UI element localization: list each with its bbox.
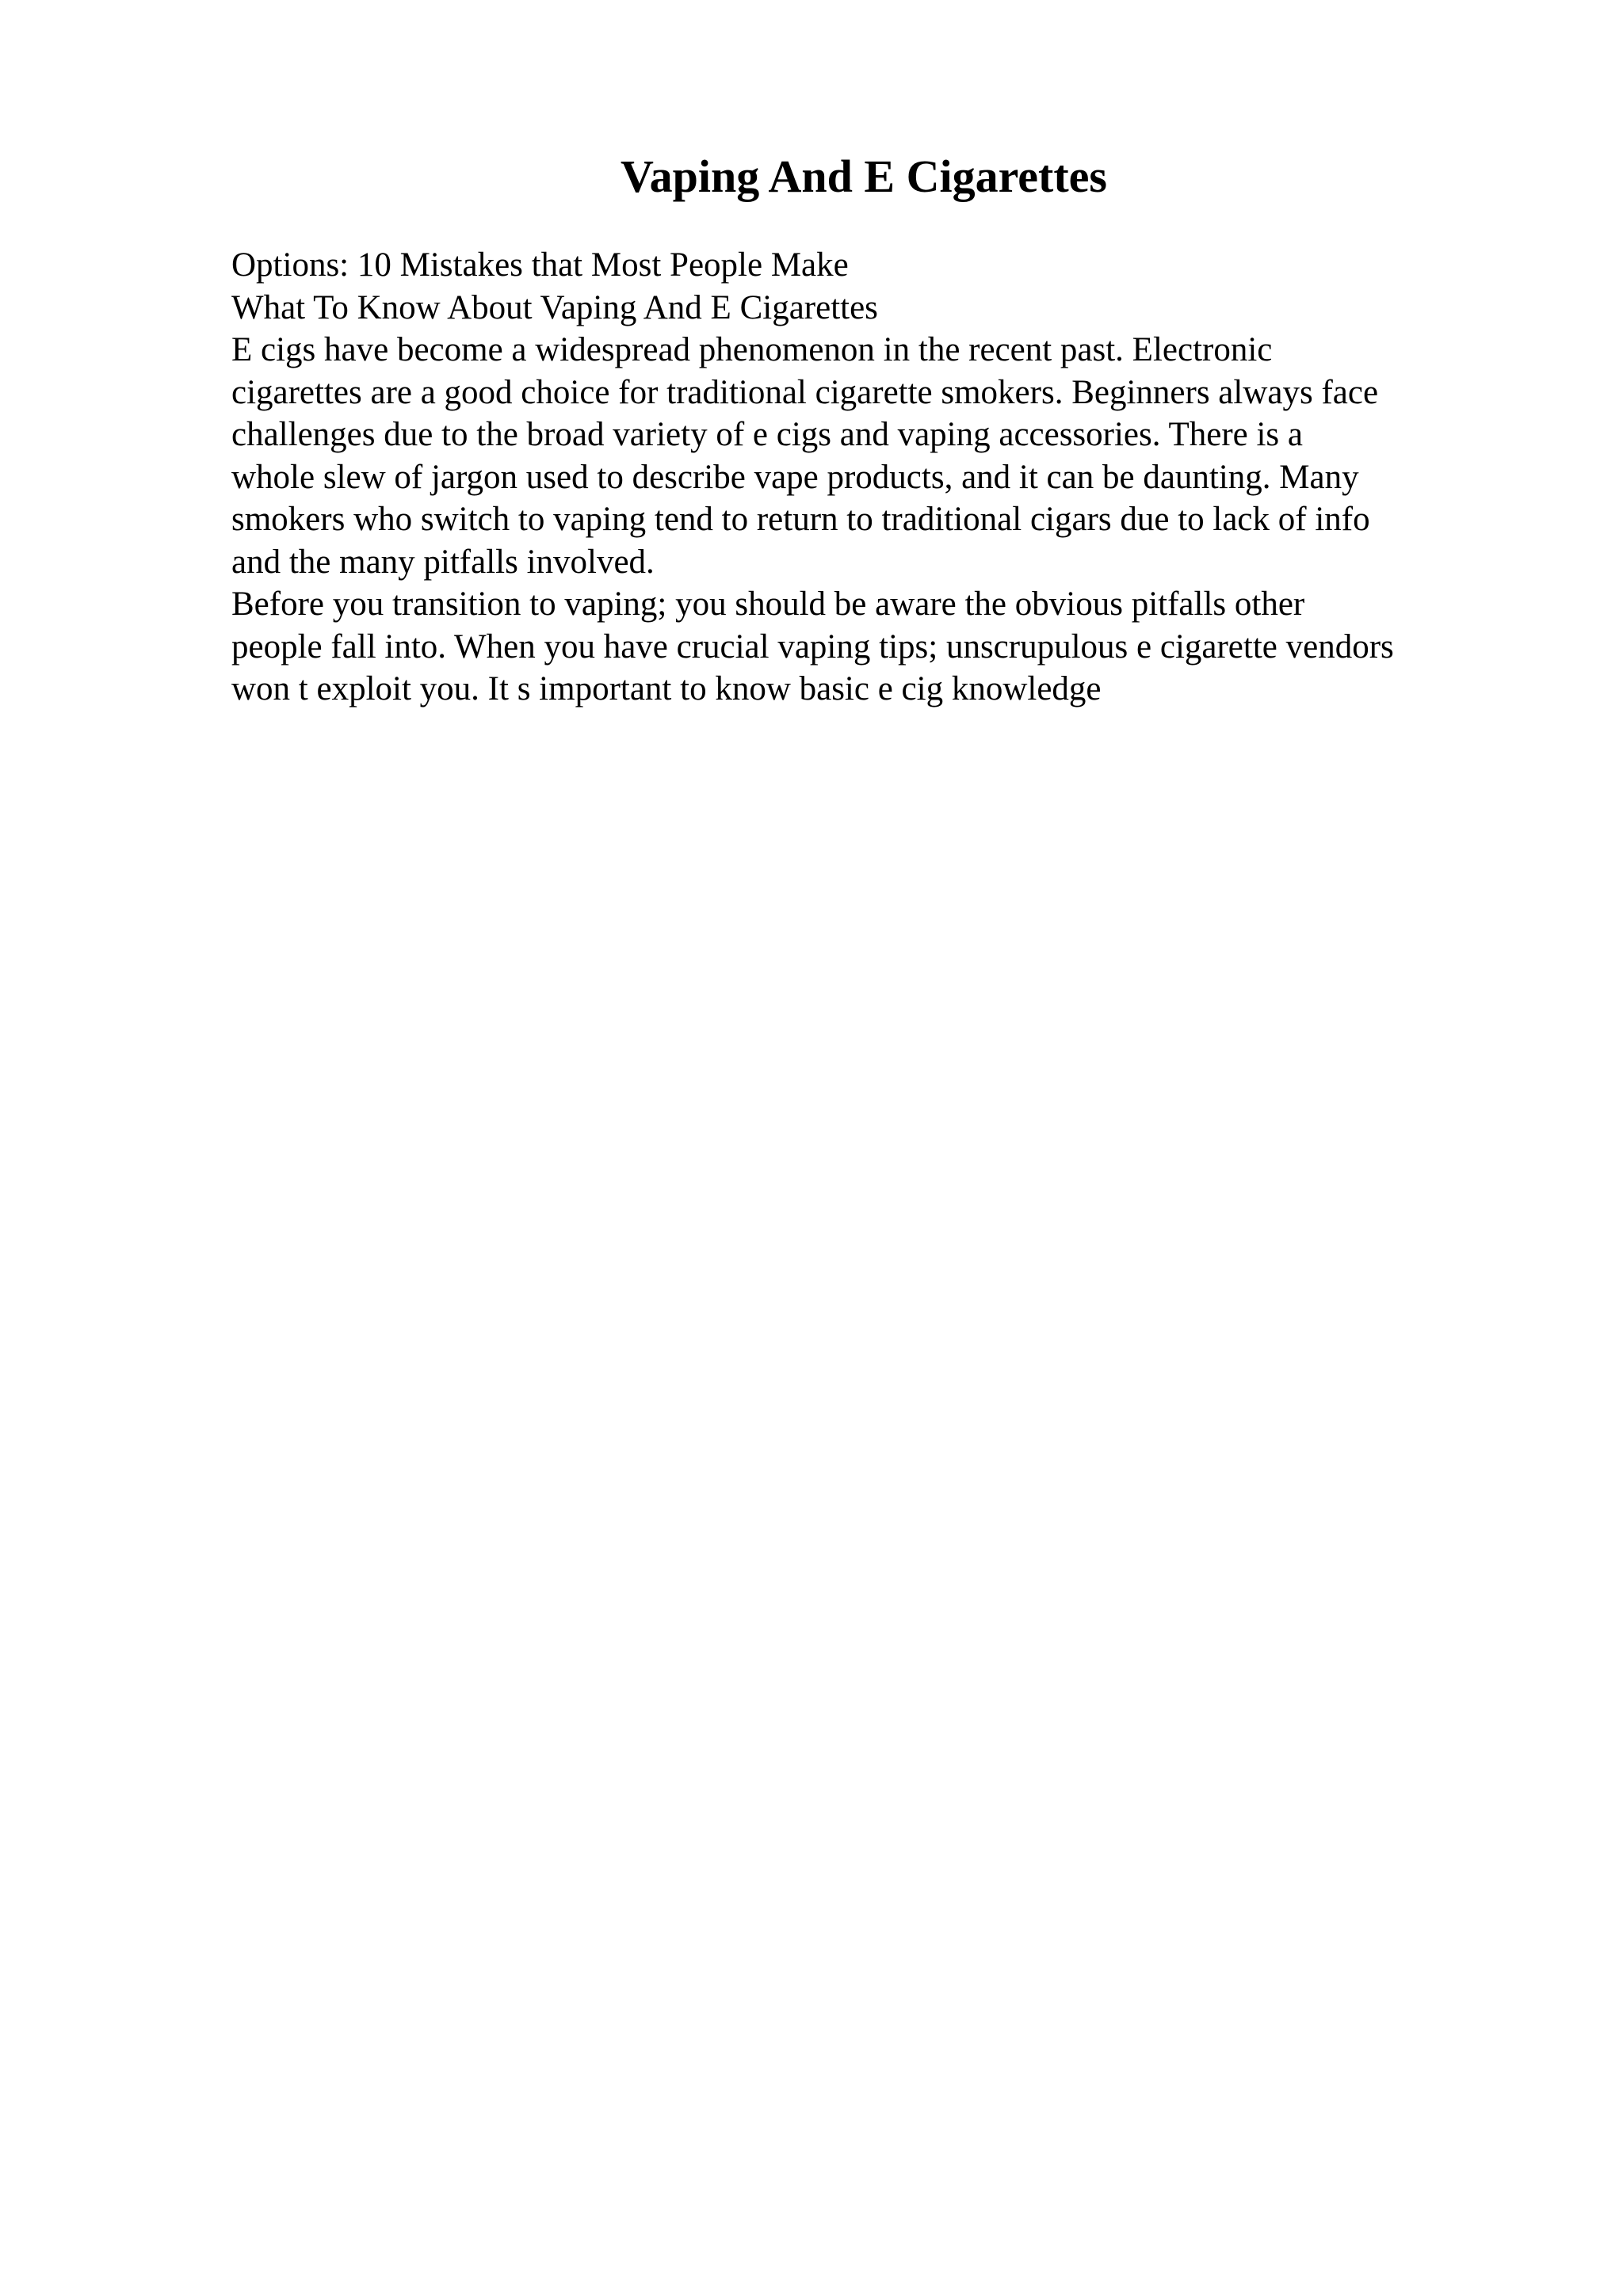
text-line: cigarettes are a good choice for traditional cigarette smokers. Beginners always face bbox=[231, 373, 1379, 411]
text-line: people fall into. When you have crucial vaping tips; unscrupulous e cigarette vendors bbox=[231, 627, 1394, 666]
page-title: Vaping And E Cigarettes bbox=[621, 151, 1107, 202]
document-body bbox=[231, 244, 1499, 711]
text-line: What To Know About Vaping And E Cigarettes bbox=[231, 288, 878, 326]
text-line: smokers who switch to vaping tend to return to traditional cigars due to lack of info bbox=[231, 501, 1370, 538]
text-line: Options: 10 Mistakes that Most People Make bbox=[231, 246, 849, 284]
text-line: E cigs have become a widespread phenomenon in the recent past. Electronic bbox=[231, 331, 1273, 368]
text-line: challenges due to the broad variety of e cigs and vaping accessories. There is a bbox=[231, 416, 1304, 453]
text-line: and the many pitfalls involved. bbox=[231, 543, 655, 581]
text-line: whole slew of jargon used to describe vape products, and it can be daunting. Many bbox=[231, 458, 1359, 496]
text-line: won t exploit you. It s important to know basic e cig knowledge bbox=[231, 670, 1102, 707]
text-line: Before you transition to vaping; you should be aware the obvious pitfalls other bbox=[231, 585, 1305, 623]
